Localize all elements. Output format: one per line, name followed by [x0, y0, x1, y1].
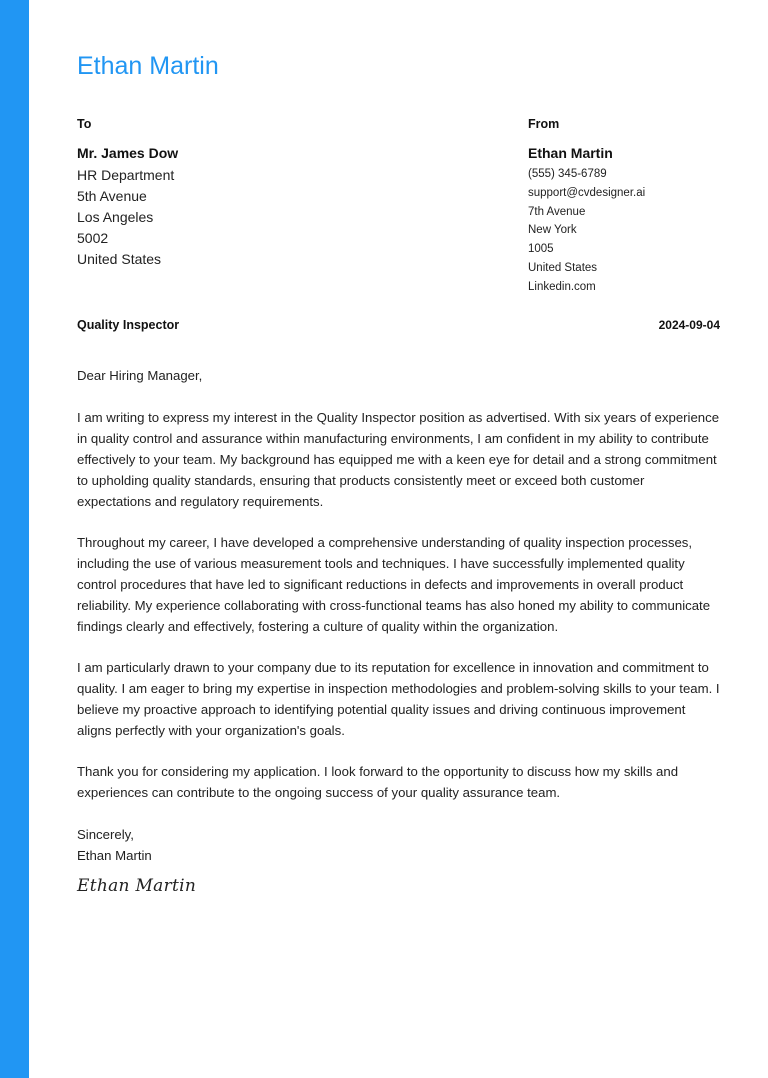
- greeting: Dear Hiring Manager,: [77, 368, 203, 383]
- body-paragraph: I am particularly drawn to your company due to its reputation for excellence in innovation and commitment to quality. I am eager to bring my expertise in inspection methodologies and problem-solving skills to your team. I believe my proactive approach to identifying potential quality issues and driving continuous improvement aligns perfectly with your organization's goals.: [77, 660, 720, 738]
- sender-postal-code: 1005: [528, 243, 554, 256]
- recipient-street: 5th Avenue: [77, 188, 147, 204]
- recipient-city: Los Angeles: [77, 209, 154, 225]
- body-paragraph: Thank you for considering my application. I look forward to the opportunity to discuss how my skills and experiences can contribute to the ongoing success of your quality assurance team.: [77, 764, 679, 800]
- sender-country: United States: [528, 261, 598, 274]
- recipient-label: To: [77, 117, 92, 131]
- body-paragraph: I am writing to express my interest in the Quality Inspector position as advertised. With six years of experience in quality control and assurance within manufacturing environments, I am confident in my ability to contribute effectively to your team. My background has equipped me with a keen eye for detail and a strong commitment to upholding quality standards, ensuring that products consistently meet or exceed both customer expectations and regulatory requirements.: [77, 410, 720, 509]
- valediction: Sincerely,: [77, 827, 134, 842]
- recipient-block: [77, 116, 377, 270]
- recipient-department: HR Department: [77, 167, 175, 183]
- sender-phone: (555) 345-6789: [528, 168, 607, 180]
- sender-email: support@cvdesigner.ai: [528, 186, 646, 199]
- letter-body: [77, 365, 720, 823]
- sender-city: New York: [528, 224, 577, 237]
- sender-block: [528, 116, 728, 297]
- body-paragraph: Throughout my career, I have developed a comprehensive understanding of quality inspection processes, including the use of various measurement tools and techniques. I have successfully implemented quality control procedures that have led to significant reductions in defects and improvements in overall product reliability. My experience collaborating with cross-functional teams has also honed my ability to communicate findings clearly and effectively, fostering a culture of quality within the organization.: [77, 535, 711, 634]
- sender-linkedin: Linkedin.com: [528, 280, 596, 293]
- position-title: Quality Inspector: [77, 318, 180, 332]
- applicant-name-heading: Ethan Martin: [77, 52, 219, 80]
- recipient-country: United States: [77, 251, 162, 267]
- sender-street: 7th Avenue: [528, 205, 586, 218]
- recipient-name: Mr. James Dow: [77, 145, 179, 161]
- sender-name: Ethan Martin: [528, 145, 613, 161]
- letter-date: 2024-09-04: [658, 318, 720, 332]
- sender-label: From: [528, 117, 560, 131]
- recipient-postal-code: 5002: [77, 230, 109, 246]
- handwritten-signature: Ethan Martin: [77, 876, 197, 896]
- accent-sidebar-bar: [0, 0, 29, 1078]
- closing-name: Ethan Martin: [77, 848, 152, 863]
- closing-block: [77, 824, 152, 866]
